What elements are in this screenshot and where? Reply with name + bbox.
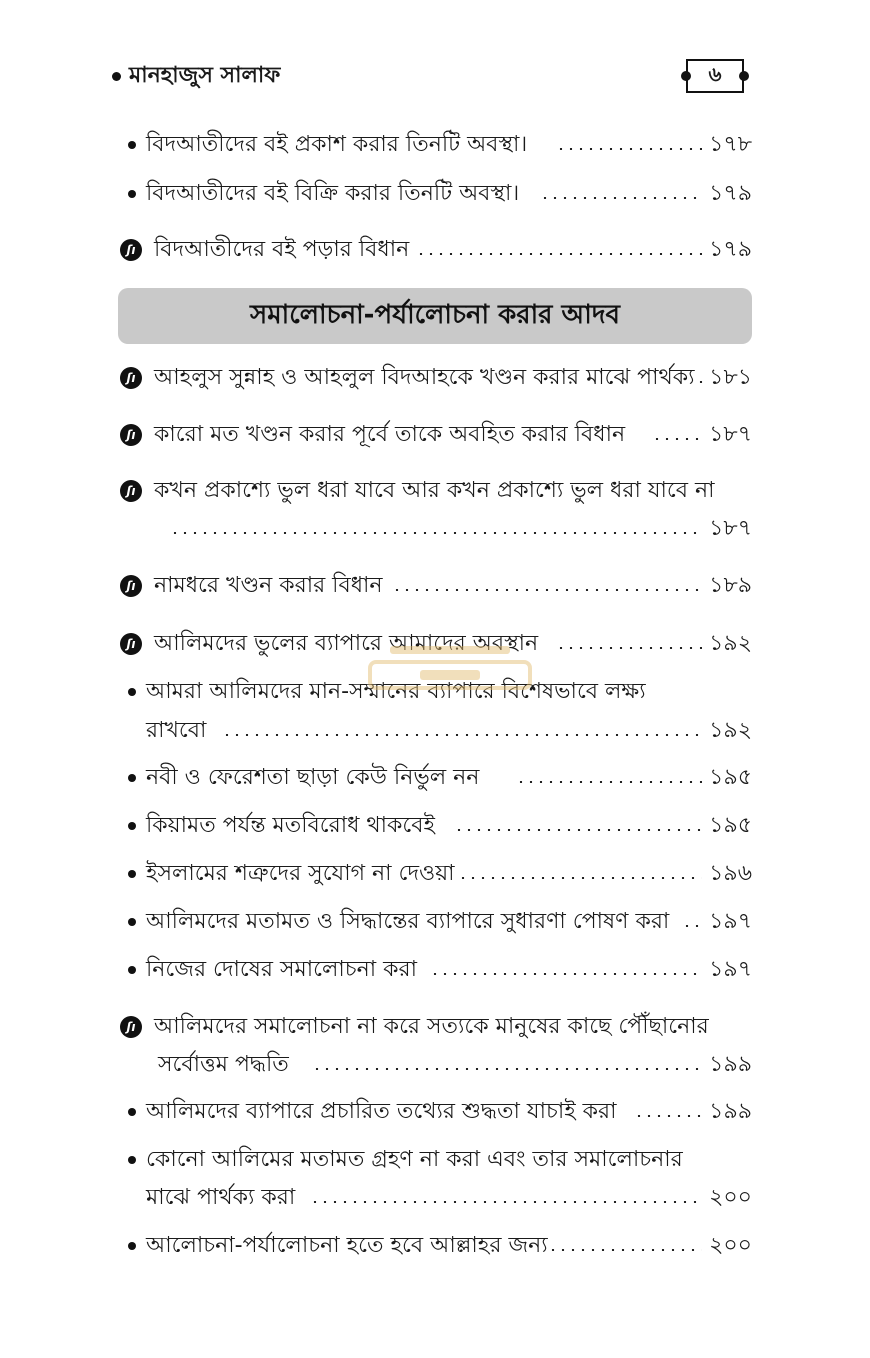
toc-entry-text: ইসলামের শত্রুদের সুযোগ না দেওয়া bbox=[146, 861, 455, 886]
bullet-dot-icon bbox=[128, 688, 136, 696]
toc-entry bbox=[0, 569, 870, 603]
toc-entry bbox=[0, 857, 870, 891]
toc-entry-text: নামধরে খণ্ডন করার বিধান bbox=[154, 573, 383, 598]
toc-page-number: ১৯৫ bbox=[709, 765, 752, 790]
toc-entry-text: কিয়ামত পর্যন্ত মতবিরোধ থাকবেই bbox=[146, 813, 435, 838]
bullet-dot-icon bbox=[128, 966, 136, 974]
toc-page-number: ১৮৭ bbox=[709, 422, 752, 447]
toc-entry-text: নিজের দোষের সমালোচনা করা bbox=[146, 957, 417, 982]
dot-leader bbox=[696, 381, 704, 383]
toc-page-number: ১৯২ bbox=[709, 631, 752, 656]
toc-entry bbox=[0, 1229, 870, 1263]
toc-entry bbox=[0, 809, 870, 843]
circle-quill-icon: ʃı bbox=[120, 480, 142, 502]
toc-entry bbox=[0, 675, 870, 709]
toc-entry-text: কখন প্রকাশ্যে ভুল ধরা যাবে আর কখন প্রকাশ্যে ভুল ধরা যাবে না bbox=[154, 478, 715, 503]
circle-quill-icon: ʃı bbox=[120, 367, 142, 389]
toc-page-number: ১৭৯ bbox=[709, 237, 752, 262]
toc-page-number: ১৮১ bbox=[709, 365, 752, 390]
toc-page-number: ১৭৯ bbox=[709, 181, 752, 206]
toc-page-number: ১৯৭ bbox=[709, 909, 752, 934]
bullet-dot-icon bbox=[739, 71, 749, 81]
toc-entry-text: কোনো আলিমের মতামত গ্রহণ না করা এবং তার সমালোচনার bbox=[146, 1147, 683, 1172]
bullet-dot-icon bbox=[128, 1242, 136, 1250]
toc-entry bbox=[0, 177, 870, 211]
dot-leader bbox=[516, 781, 702, 783]
toc-entry-text: রাখবো bbox=[146, 718, 207, 743]
toc-entry bbox=[0, 474, 870, 508]
dot-leader bbox=[430, 973, 702, 975]
dot-leader bbox=[312, 1068, 702, 1070]
dot-leader bbox=[222, 734, 702, 736]
dot-leader bbox=[548, 1249, 702, 1251]
dot-leader bbox=[556, 647, 702, 649]
dot-leader bbox=[540, 197, 702, 199]
toc-entry-text: বিদআতীদের বই পড়ার বিধান bbox=[154, 237, 410, 262]
dot-leader bbox=[652, 438, 702, 440]
toc-entry-text: আলিমদের মতামত ও সিদ্ধান্তের ব্যাপারে সুধারণা পোষণ করা bbox=[146, 909, 670, 934]
toc-entry-continuation bbox=[0, 1181, 870, 1215]
bullet-dot-icon bbox=[128, 1108, 136, 1116]
bullet-dot-icon bbox=[112, 72, 121, 81]
toc-entry-continuation bbox=[0, 714, 870, 748]
toc-page-number: ১৯৫ bbox=[709, 813, 752, 838]
toc-entry bbox=[0, 1143, 870, 1177]
toc-entry-text: আলিমদের ভুলের ব্যাপারে আমাদের অবস্থান bbox=[154, 631, 539, 656]
toc-entry-continuation bbox=[0, 512, 870, 546]
section-heading: সমালোচনা-পর্যালোচনা করার আদব bbox=[118, 288, 752, 344]
toc-entry-continuation bbox=[0, 1048, 870, 1082]
toc-entry bbox=[0, 761, 870, 795]
circle-quill-icon: ʃı bbox=[120, 1016, 142, 1038]
bullet-dot-icon bbox=[681, 71, 691, 81]
toc-entry-text: মাঝে পার্থক্য করা bbox=[146, 1185, 296, 1210]
bullet-dot-icon bbox=[128, 870, 136, 878]
toc-entry bbox=[0, 233, 870, 267]
toc-entry bbox=[0, 361, 870, 395]
toc-page-number: ১৯৯ bbox=[709, 1099, 752, 1124]
dot-leader bbox=[634, 1115, 702, 1117]
toc-entry bbox=[0, 905, 870, 939]
toc-entry bbox=[0, 627, 870, 661]
toc-page-number: ১৮৯ bbox=[709, 573, 752, 598]
toc-entry-text: আহলুস সুন্নাহ ও আহলুল বিদআহকে খণ্ডন করার মাঝে পার্থক্য bbox=[154, 365, 695, 390]
page-number-box bbox=[686, 59, 744, 93]
toc-entry-text: সর্বোত্তম পদ্ধতি bbox=[158, 1052, 289, 1077]
toc-entry-text: বিদআতীদের বই বিক্রি করার তিনটি অবস্থা। bbox=[146, 181, 520, 206]
bullet-dot-icon bbox=[128, 1156, 136, 1164]
dot-leader bbox=[310, 1201, 702, 1203]
toc-entry-text: আলিমদের সমালোচনা না করে সত্যকে মানুষের কাছে পৌঁছানোর bbox=[154, 1014, 709, 1039]
toc-page-number: ২০০ bbox=[709, 1185, 752, 1210]
toc-page-number: ১৭৮ bbox=[709, 132, 752, 157]
dot-leader bbox=[392, 589, 702, 591]
bullet-dot-icon bbox=[128, 918, 136, 926]
toc-page-number: ১৯৯ bbox=[709, 1052, 752, 1077]
bullet-dot-icon bbox=[128, 141, 136, 149]
circle-quill-icon: ʃı bbox=[120, 633, 142, 655]
toc-entry-text: আলিমদের ব্যাপারে প্রচারিত তথ্যের শুদ্ধতা যাচাই করা bbox=[146, 1099, 617, 1124]
bullet-dot-icon bbox=[128, 190, 136, 198]
toc-entry-text: আলোচনা-পর্যালোচনা হতে হবে আল্লাহর জন্য bbox=[146, 1233, 548, 1258]
toc-entry-text: নবী ও ফেরেশতা ছাড়া কেউ নির্ভুল নন bbox=[146, 765, 480, 790]
toc-entry bbox=[0, 953, 870, 987]
circle-quill-icon: ʃı bbox=[120, 575, 142, 597]
dot-leader bbox=[416, 253, 702, 255]
circle-quill-icon: ʃı bbox=[120, 424, 142, 446]
dot-leader bbox=[458, 877, 702, 879]
book-title: মানহাজুস সালাফ bbox=[129, 62, 281, 88]
circle-quill-icon: ʃı bbox=[120, 239, 142, 261]
dot-leader bbox=[170, 532, 702, 534]
bullet-dot-icon bbox=[128, 822, 136, 830]
toc-entry-text: বিদআতীদের বই প্রকাশ করার তিনটি অবস্থা। bbox=[146, 132, 528, 157]
toc-entry bbox=[0, 1010, 870, 1044]
toc-entry bbox=[0, 128, 870, 162]
toc-entry bbox=[0, 1095, 870, 1129]
dot-leader bbox=[556, 148, 702, 150]
dot-leader bbox=[454, 829, 702, 831]
toc-page-number: ১৯২ bbox=[709, 718, 752, 743]
toc-page-number: ১৮৭ bbox=[709, 516, 752, 541]
toc-page-number: ১৯৬ bbox=[709, 861, 752, 886]
toc-page-number: ২০০ bbox=[709, 1233, 752, 1258]
toc-entry-text: কারো মত খণ্ডন করার পূর্বে তাকে অবহিত করার বিধান bbox=[154, 422, 626, 447]
toc-entry bbox=[0, 418, 870, 452]
dot-leader bbox=[682, 925, 702, 927]
bullet-dot-icon bbox=[128, 774, 136, 782]
running-header bbox=[112, 60, 280, 92]
toc-page-number: ১৯৭ bbox=[709, 957, 752, 982]
page-number: ৬ bbox=[708, 61, 722, 86]
toc-entry-text: আমরা আলিমদের মান-সম্মানের ব্যাপারে বিশেষভাবে লক্ষ্য bbox=[146, 679, 646, 704]
